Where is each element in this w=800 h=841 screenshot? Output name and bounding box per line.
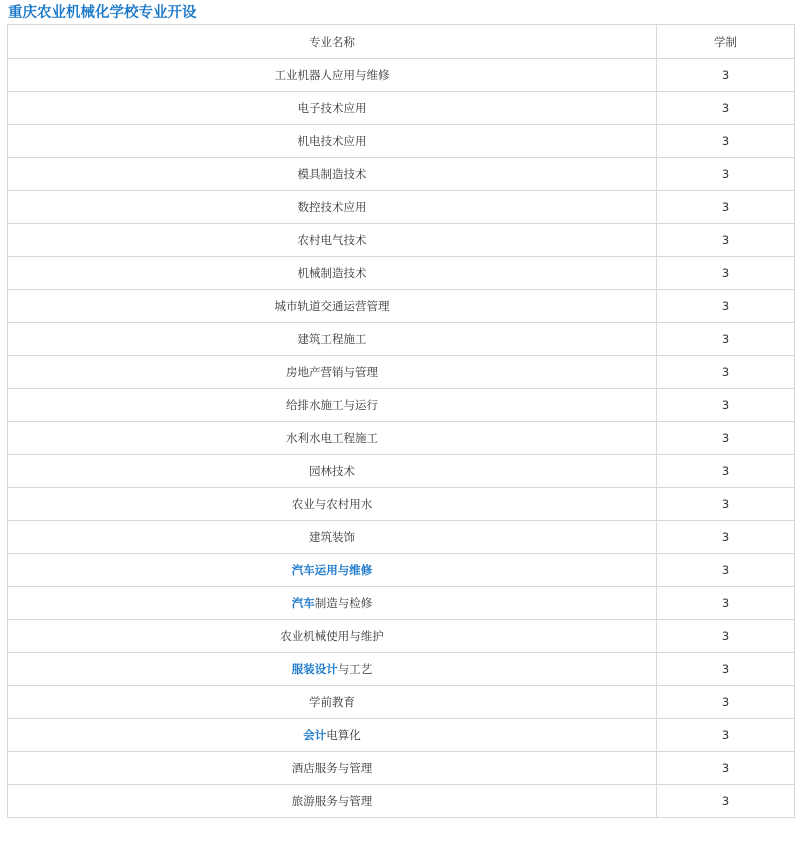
years-cell: 3 [657, 356, 795, 389]
years-cell: 3 [657, 488, 795, 521]
years-cell: 3 [657, 224, 795, 257]
major-name-cell [8, 356, 657, 389]
years-cell: 3 [657, 719, 795, 752]
major-name-suffix: 电算化 [326, 728, 361, 742]
table-row [8, 719, 795, 752]
years-cell: 3 [657, 323, 795, 356]
major-name-cell [8, 323, 657, 356]
table-row [8, 389, 795, 422]
table-row [8, 752, 795, 785]
years-cell: 3 [657, 290, 795, 323]
major-name-cell [8, 59, 657, 92]
major-name-cell [8, 455, 657, 488]
table-row [8, 257, 795, 290]
major-link[interactable]: 汽车 [291, 596, 315, 610]
major-name: 酒店服务与管理 [291, 761, 373, 775]
major-name: 模具制造技术 [297, 167, 367, 181]
major-name: 工业机器人应用与维修 [274, 68, 390, 82]
table-row [8, 587, 795, 620]
major-name-cell [8, 653, 657, 686]
page-title: 重庆农业机械化学校专业开设 [8, 5, 197, 21]
major-name-cell [8, 125, 657, 158]
header-years: 学制 [657, 25, 795, 59]
major-name: 农村电气技术 [297, 233, 367, 247]
major-name-cell [8, 92, 657, 125]
major-name-cell [8, 587, 657, 620]
major-name: 机械制造技术 [297, 266, 367, 280]
major-name-cell [8, 257, 657, 290]
years-cell: 3 [657, 785, 795, 818]
major-name-cell [8, 422, 657, 455]
major-name-cell [8, 290, 657, 323]
major-name: 农业机械使用与维护 [280, 629, 384, 643]
major-link[interactable]: 会计 [303, 728, 327, 742]
table-header-row [8, 25, 795, 59]
years-cell: 3 [657, 158, 795, 191]
table-row [8, 125, 795, 158]
major-name-cell [8, 488, 657, 521]
major-name: 建筑工程施工 [297, 332, 367, 346]
table-row [8, 785, 795, 818]
major-name-cell [8, 554, 657, 587]
years-cell: 3 [657, 521, 795, 554]
major-name: 农业与农村用水 [291, 497, 373, 511]
table-row [8, 554, 795, 587]
majors-table [7, 24, 795, 818]
major-name-suffix: 制造与检修 [314, 596, 373, 610]
major-name: 房地产营销与管理 [286, 365, 378, 379]
major-name-cell [8, 224, 657, 257]
major-name: 学前教育 [309, 695, 355, 709]
table-row [8, 323, 795, 356]
major-name-cell [8, 158, 657, 191]
major-name: 城市轨道交通运营管理 [274, 299, 390, 313]
major-name: 建筑装饰 [309, 530, 355, 544]
years-cell: 3 [657, 125, 795, 158]
table-row [8, 191, 795, 224]
years-cell: 3 [657, 257, 795, 290]
table-row [8, 224, 795, 257]
table-row [8, 356, 795, 389]
years-cell: 3 [657, 554, 795, 587]
table-row [8, 59, 795, 92]
table-row [8, 422, 795, 455]
table-row [8, 653, 795, 686]
header-major-name: 专业名称 [8, 25, 657, 59]
table-row [8, 290, 795, 323]
years-cell: 3 [657, 686, 795, 719]
major-name: 旅游服务与管理 [291, 794, 373, 808]
major-name-cell [8, 191, 657, 224]
years-cell: 3 [657, 59, 795, 92]
major-name: 数控技术应用 [297, 200, 367, 214]
years-cell: 3 [657, 752, 795, 785]
major-name-suffix: 与工艺 [337, 662, 373, 676]
years-cell: 3 [657, 191, 795, 224]
years-cell: 3 [657, 455, 795, 488]
major-link[interactable]: 服装设计 [291, 662, 338, 676]
table-row [8, 521, 795, 554]
major-name: 园林技术 [309, 464, 355, 478]
major-name: 机电技术应用 [297, 134, 367, 148]
years-cell: 3 [657, 92, 795, 125]
major-name: 给排水施工与运行 [286, 398, 378, 412]
table-row [8, 620, 795, 653]
table-row [8, 488, 795, 521]
years-cell: 3 [657, 620, 795, 653]
major-name-cell [8, 389, 657, 422]
major-name-cell [8, 719, 657, 752]
years-cell: 3 [657, 587, 795, 620]
major-name-cell [8, 752, 657, 785]
major-name-cell [8, 785, 657, 818]
table-row [8, 686, 795, 719]
major-name: 电子技术应用 [297, 101, 367, 115]
table-row [8, 158, 795, 191]
years-cell: 3 [657, 653, 795, 686]
years-cell: 3 [657, 422, 795, 455]
years-cell: 3 [657, 389, 795, 422]
major-name: 水利水电工程施工 [286, 431, 378, 445]
table-row [8, 455, 795, 488]
major-link[interactable]: 汽车运用与维修 [291, 563, 373, 577]
table-body [8, 59, 795, 818]
major-name-cell [8, 620, 657, 653]
major-name-cell [8, 686, 657, 719]
table-row [8, 92, 795, 125]
major-name-cell [8, 521, 657, 554]
